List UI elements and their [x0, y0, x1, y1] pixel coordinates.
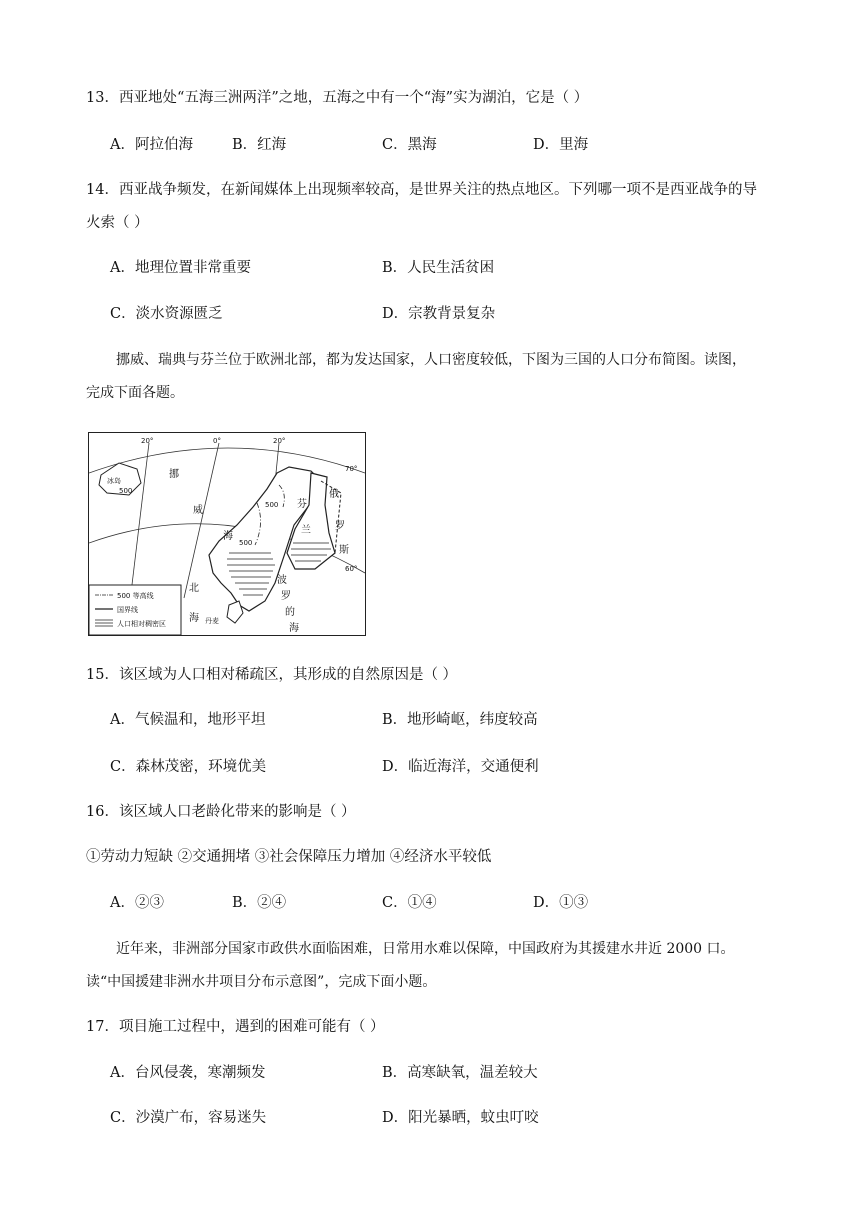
lon-label: 20°: [141, 437, 154, 445]
q16-option-a: A．②③: [110, 895, 164, 911]
q14-option-d: D．宗教背景复杂: [382, 306, 496, 322]
place-label: 芬: [297, 499, 307, 510]
place-label: 海: [289, 623, 299, 634]
q15-option-d: D．临近海洋，交通便利: [382, 759, 539, 775]
place-label: 波: [277, 575, 287, 586]
meridian-line: [131, 443, 149, 593]
q17-option-b: B．高寒缺氧，温差较大: [382, 1065, 538, 1081]
place-label: 兰: [301, 525, 311, 536]
q14-option-b: B．人民生活贫困: [382, 260, 495, 276]
place-label: 的: [285, 607, 295, 618]
svg-text:500 等高线: 500 等高线: [117, 592, 154, 600]
place-label: 丹麦: [205, 617, 219, 625]
q15-option-a: A．气候温和，地形平坦: [110, 712, 266, 728]
q13-option-b: B．红海: [232, 137, 287, 153]
lon-label: 20°: [273, 437, 286, 445]
lat-label: 70°: [345, 465, 358, 473]
q13-option-c: C．黑海: [382, 137, 437, 153]
lon-label: 0°: [213, 437, 221, 445]
q14-stem-line2: 火索（ ）: [86, 215, 149, 231]
map-legend: [89, 585, 181, 635]
q15-stem: 15．该区域为人口相对稀疏区，其形成的自然原因是（ ）: [86, 667, 458, 683]
place-label: 海: [223, 531, 233, 542]
q14-stem-line1: 14．西亚战争频发，在新闻媒体上出现频率较高，是世界关注的热点地区。下列哪一项不是西亚战争的导: [86, 182, 757, 198]
contour-label: 500: [239, 539, 253, 547]
q16-option-c: C．①④: [382, 895, 437, 911]
lat-label: 60°: [345, 565, 358, 573]
place-label: 挪: [169, 469, 179, 480]
passage1-line1: 挪威、瑞典与芬兰位于欧洲北部，都为发达国家，人口密度较低，下图为三国的人口分布简图。读图，: [116, 352, 746, 368]
place-label: 罗: [281, 591, 291, 602]
q13-stem: 13．西亚地处“五海三洲两洋”之地，五海之中有一个“海”实为湖泊，它是（ ）: [86, 90, 589, 106]
q16-items: ①劳动力短缺 ②交通拥堵 ③社会保障压力增加 ④经济水平较低: [86, 849, 492, 865]
q16-option-b: B．②④: [232, 895, 287, 911]
contour-label: 500: [265, 501, 279, 509]
contour-label: 500: [119, 487, 133, 495]
nordic-population-map: [88, 432, 366, 636]
svg-text:人口相对稠密区: 人口相对稠密区: [117, 620, 166, 628]
q15-option-c: C．森林茂密，环境优美: [110, 759, 267, 775]
q17-option-c: C．沙漠广布，容易迷失: [110, 1110, 267, 1126]
svg-text:国界线: 国界线: [117, 606, 138, 614]
place-label: 北: [189, 583, 199, 594]
q14-option-c: C．淡水资源匮乏: [110, 306, 223, 322]
place-label: 罗: [335, 521, 345, 532]
q17-option-a: A．台风侵袭，寒潮频发: [110, 1065, 266, 1081]
q15-option-b: B．地形崎岖，纬度较高: [382, 712, 538, 728]
place-label: 俄: [329, 489, 339, 500]
q17-stem: 17．项目施工过程中，遇到的困难可能有（ ）: [86, 1019, 385, 1035]
q13-option-d: D．里海: [533, 137, 589, 153]
q14-option-a: A．地理位置非常重要: [110, 260, 251, 276]
q17-option-d: D．阳光暴晒，蚊虫叮咬: [382, 1110, 539, 1126]
map-svg: [89, 433, 365, 635]
denmark-shape: [227, 601, 243, 623]
passage1-line2: 完成下面各题。: [86, 385, 184, 401]
passage2-line2: 读“中国援建非洲水井项目分布示意图”，完成下面小题。: [86, 974, 437, 990]
q13-option-a: A．阿拉伯海: [110, 137, 193, 153]
q16-stem: 16．该区域人口老龄化带来的影响是（ ）: [86, 804, 356, 820]
place-label: 冰岛: [107, 477, 121, 485]
q16-option-d: D．①③: [533, 895, 589, 911]
passage2-line1: 近年来，非洲部分国家市政供水面临困难，日常用水难以保障，中国政府为其援建水井近 2000 口。: [116, 941, 735, 957]
place-label: 斯: [339, 545, 349, 556]
place-label: 威: [193, 505, 203, 516]
place-label: 海: [189, 613, 199, 624]
